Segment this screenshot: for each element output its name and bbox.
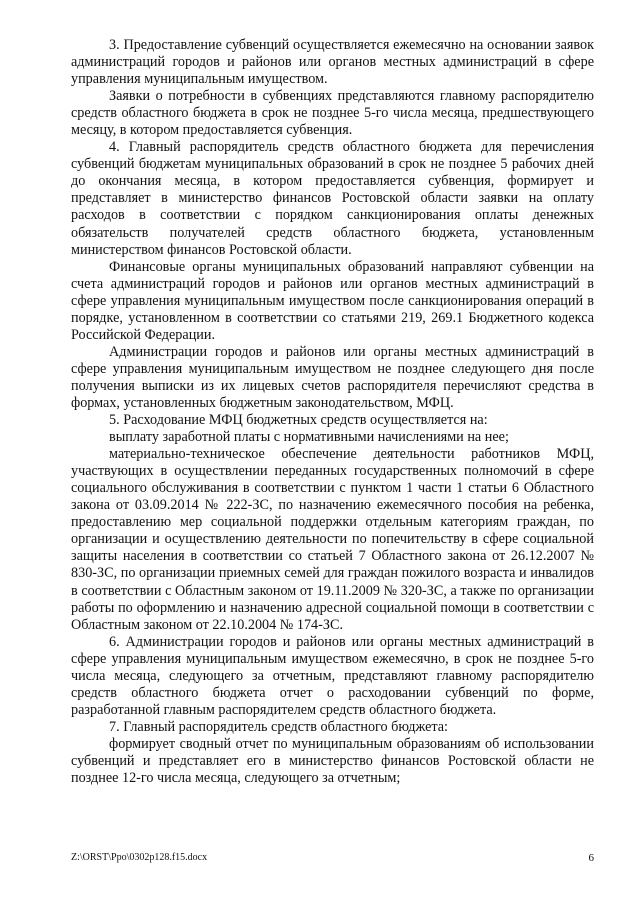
paragraph-financial-bodies: Финансовые органы муниципальных образований направляют субвенции на счета администраций городов и районов или органов местных администраций в сфере управления муниципальным имуществом после санкционирования операций в порядке, установленном в соответствии со статьями 219, 269.1 Бюджетного кодекса Российской Федерации.: [71, 258, 594, 343]
paragraph-6-reporting: 6. Администрации городов и районов или органы местных администраций в сфере управления муниципальным имуществом ежемесячно, в срок не позднее 5-го числа месяца, следующего за отчетным, представляют главному распорядителю средств областного бюджета отчет о расходовании субвенций по форме, разработанной главным распорядителем средств областного бюджета.: [71, 633, 594, 718]
footer-file-path: Z:\ORST\Ppo\0302p128.f15.docx: [71, 852, 208, 863]
paragraph-material-support: материально-техническое обеспечение деятельности работников МФЦ, участвующих в осуществлении переданных государственных полномочий в сфере социального обслуживания в соответствии с пунктом 1 части 1 статьи 6 Областного закона от 03.09.2014 № 222-ЗС, по назначению ежемесячного пособия на ребенка, предоставлению мер социальной поддержки отдельным категориям граждан, по организации и осуществлению деятельности по попечительству в сфере социальной защиты населения в соответствии со статьей 7 Областного закона от 26.12.2007 № 830-ЗС, по организации приемных семей для граждан пожилого возраста и инвалидов в соответствии с Областным законом от 19.11.2009 № 320-ЗС, а также по организации работы по оформлению и назначению адресной социальной помощи в соответствии с Областным законом от 22.10.2004 № 174-ЗС.: [71, 446, 594, 633]
document-body: [71, 37, 594, 787]
paragraph-7-main-distributor: 7. Главный распорядитель средств областного бюджета:: [109, 718, 448, 735]
paragraph-salary: выплату заработной платы с нормативными начислениями на нее;: [109, 429, 509, 446]
paragraph-5-spending: 5. Расходование МФЦ бюджетных средств осуществляется на:: [109, 412, 488, 429]
paragraph-administrations-transfer: Администрации городов и районов или органы местных администраций в сфере управления муниципальным имуществом не позднее следующего дня после получения выписки из их лицевых счетов распорядителя перечисляют средства в формах, установленных бюджетным законодательством, МФЦ.: [71, 343, 594, 411]
paragraph-4-main-distributor: 4. Главный распорядитель средств областного бюджета для перечисления субвенций бюджетам муниципальных образований в срок не позднее 5 рабочих дней до окончания месяца, в котором предоставляется субвенция, формирует и представляет в министерство финансов Ростовской области заявки на оплату расходов в соответствии с порядком санкционирования оплаты денежных обязательств получателей средств областного бюджета, установленным министерством финансов Ростовской области.: [71, 139, 594, 258]
paragraph-requests-deadline: Заявки о потребности в субвенциях представляются главному распорядителю средств областного бюджета в срок не позднее 5-го числа месяца, предшествующего месяцу, в котором предоставляется субвенция.: [71, 88, 594, 139]
paragraph-3-submission: 3. Предоставление субвенций осуществляется ежемесячно на основании заявок администраций городов и районов или органов местных администраций в сфере управления муниципальным имуществом.: [71, 37, 594, 88]
footer-page-number: 6: [588, 852, 594, 864]
paragraph-summary-report: формирует сводный отчет по муниципальным образованиям об использовании субвенций и представляет его в министерство финансов Ростовской области не позднее 12-го числа месяца, следующего за отчетным;: [71, 735, 594, 787]
